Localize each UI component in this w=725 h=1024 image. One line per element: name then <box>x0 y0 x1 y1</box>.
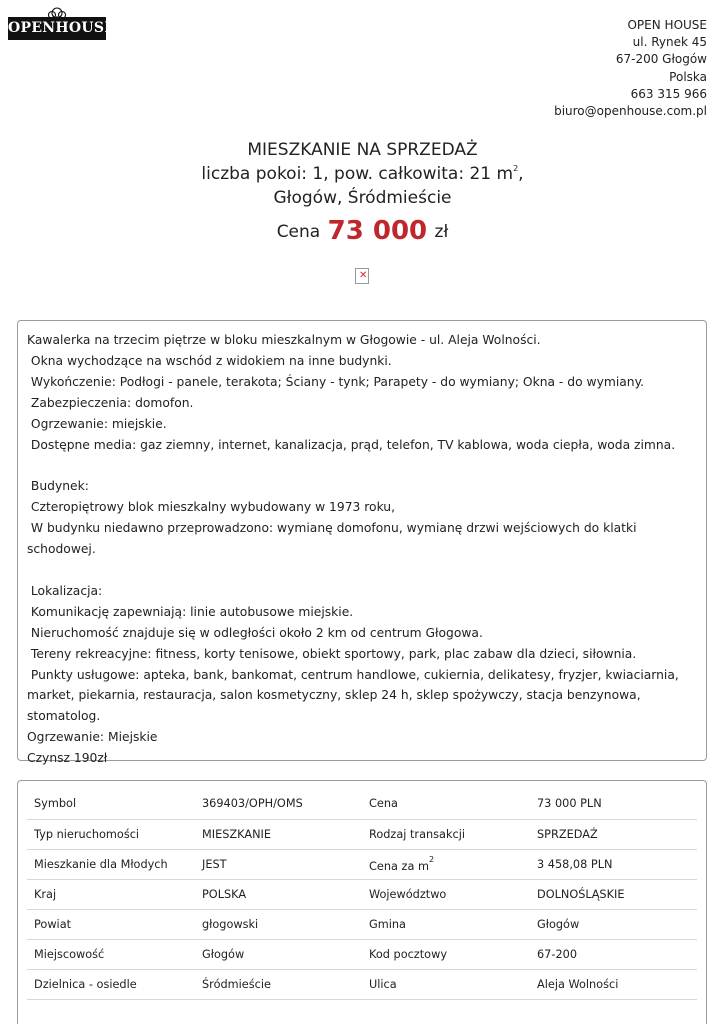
price-per-m-superscript: 2 <box>428 855 435 864</box>
description-line: Dostępne media: gaz ziemny, internet, kanalizacja, prąd, telefon, TV kablowa, woda ciepła, woda zimna. <box>27 437 676 452</box>
property-label-text: Cena za m <box>369 860 429 873</box>
property-value-text: DOLNOŚLĄSKIE <box>537 887 625 901</box>
contact-email: biuro@openhouse.com.pl <box>554 104 707 119</box>
property-value <box>195 939 362 969</box>
property-value <box>195 909 362 939</box>
property-value-text: 369403/OPH/OMS <box>202 797 303 811</box>
property-value <box>530 939 697 969</box>
property-label <box>362 849 530 879</box>
contact-block <box>554 17 707 120</box>
property-value <box>530 909 697 939</box>
property-value <box>195 879 362 909</box>
property-label <box>27 969 195 999</box>
property-value-text: JEST <box>202 857 227 871</box>
property-label <box>27 849 195 879</box>
description-line: Lokalizacja: <box>27 583 103 598</box>
price-currency: zł <box>434 222 449 242</box>
table-row <box>27 789 697 819</box>
property-label <box>362 789 530 819</box>
property-label-text: Powiat <box>34 917 72 931</box>
property-label-text: Ulica <box>369 977 397 991</box>
listing-title: MIESZKANIE NA SPRZEDAŻ <box>247 140 478 160</box>
property-label-text: Symbol <box>34 797 77 811</box>
description-line: Budynek: <box>27 479 89 494</box>
listing-price <box>0 216 725 246</box>
description-line: Tereny rekreacyjne: fitness, korty tenisowe, obiekt sportowy, park, plac zabaw dla dzieci, siłownia. <box>27 646 637 661</box>
description-line: Okna wychodzące na wschód z widokiem na inne budynki. <box>27 353 392 368</box>
rooms-area-suffix: , <box>518 164 524 184</box>
property-value <box>530 969 697 999</box>
property-label-text: Województwo <box>369 887 447 901</box>
listing-rooms-area <box>0 164 725 184</box>
price-amount: 73 000 <box>327 216 428 246</box>
listing-location: Głogów, Śródmieście <box>273 188 452 208</box>
property-label-text: Kraj <box>34 887 57 901</box>
property-value <box>530 849 697 879</box>
description-line: Ogrzewanie: miejskie. <box>27 416 167 431</box>
property-value-text: Śródmieście <box>202 977 271 991</box>
description-line: Czynsz 190zł <box>27 751 108 766</box>
property-label-text: Mieszkanie dla Młodych <box>34 857 168 871</box>
property-label <box>362 909 530 939</box>
description-text <box>27 330 697 769</box>
property-label <box>27 819 195 849</box>
property-label-text: Dzielnica - osiedle <box>34 977 137 991</box>
property-label-text: Miejscowość <box>34 947 105 961</box>
description-line: W budynku niedawno przeprowadzono: wymianę domofonu, wymianę drzwi wejściowych do klatki schodowej. <box>27 521 641 557</box>
table-row <box>27 969 697 999</box>
property-value <box>530 789 697 819</box>
broken-image-icon: ✕ <box>355 268 369 284</box>
description-line: Komunikację zapewniają: linie autobusowe miejskie. <box>27 604 354 619</box>
property-value <box>195 789 362 819</box>
description-line <box>27 455 697 476</box>
contact-city: 67-200 Głogów <box>615 52 707 67</box>
property-label <box>362 939 530 969</box>
description-line: Wykończenie: Podłogi - panele, terakota; Ściany - tynk; Parapety - do wymiany; Okna - do wymiany. <box>27 374 645 389</box>
table-row <box>27 939 697 969</box>
property-label-text: Rodzaj transakcji <box>369 827 466 841</box>
property-value-text: głogowski <box>202 917 259 931</box>
property-value-text: 3 458,08 PLN <box>537 857 613 871</box>
property-label <box>27 789 195 819</box>
properties-table <box>27 789 697 1000</box>
contact-street: ul. Rynek 45 <box>632 35 707 50</box>
property-label <box>27 939 195 969</box>
description-line: market, piekarnia, restauracja, salon kosmetyczny, sklep 24 h, sklep spożywczy, stacja benzynowa, <box>27 688 641 703</box>
property-value <box>530 879 697 909</box>
description-line: Czteropiętrowy blok mieszkalny wybudowany w 1973 roku, <box>27 500 396 515</box>
property-value-text: MIESZKANIE <box>202 827 271 841</box>
property-label <box>27 879 195 909</box>
description-line: Nieruchomość znajduje się w odległości około 2 km od centrum Głogowa. <box>27 625 483 640</box>
property-label-text: Kod pocztowy <box>369 947 448 961</box>
property-value-text: 73 000 PLN <box>537 797 602 811</box>
description-line: Kawalerka na trzecim piętrze w bloku mieszkalnym w Głogowie - ul. Aleja Wolności. <box>27 333 541 347</box>
openhouse-logo <box>8 7 116 40</box>
contact-country: Polska <box>669 69 707 84</box>
property-value <box>530 819 697 849</box>
property-label <box>27 909 195 939</box>
table-row <box>27 849 697 879</box>
description-line: Zabezpieczenia: domofon. <box>27 395 194 410</box>
description-line <box>27 560 697 581</box>
property-value <box>195 849 362 879</box>
property-value-text: POLSKA <box>202 887 247 901</box>
rooms-area-text: liczba pokoi: 1, pow. całkowita: 21 m <box>201 164 514 184</box>
property-value <box>195 819 362 849</box>
property-value-text: Głogów <box>202 947 245 961</box>
price-label: Cena <box>276 222 321 242</box>
property-label-text: Typ nieruchomości <box>34 827 140 841</box>
property-value <box>195 969 362 999</box>
property-value-text: 67-200 <box>537 947 578 961</box>
property-value-text: Aleja Wolności <box>537 977 619 991</box>
property-label-text: Gmina <box>369 917 406 931</box>
table-row <box>27 879 697 909</box>
logo-wordmark: OPENHOUSE <box>8 17 106 40</box>
property-value-text: Głogów <box>537 917 580 931</box>
table-row <box>27 909 697 939</box>
property-label-text: Cena <box>369 797 398 811</box>
property-label <box>362 969 530 999</box>
table-row <box>27 819 697 849</box>
property-label <box>362 819 530 849</box>
description-line: Punkty usługowe: apteka, bank, bankomat, centrum handlowe, cukiernia, delikatesy, fryzjer, kwiaciarnia, <box>27 667 679 682</box>
property-value-text: SPRZEDAŻ <box>537 827 598 841</box>
description-line: Ogrzewanie: Miejskie <box>27 730 158 745</box>
property-label <box>362 879 530 909</box>
contact-phone: 663 315 966 <box>630 86 707 101</box>
description-line: stomatolog. <box>27 709 101 724</box>
contact-name: OPEN HOUSE <box>627 18 707 32</box>
area-unit-superscript: 2 <box>513 164 519 173</box>
